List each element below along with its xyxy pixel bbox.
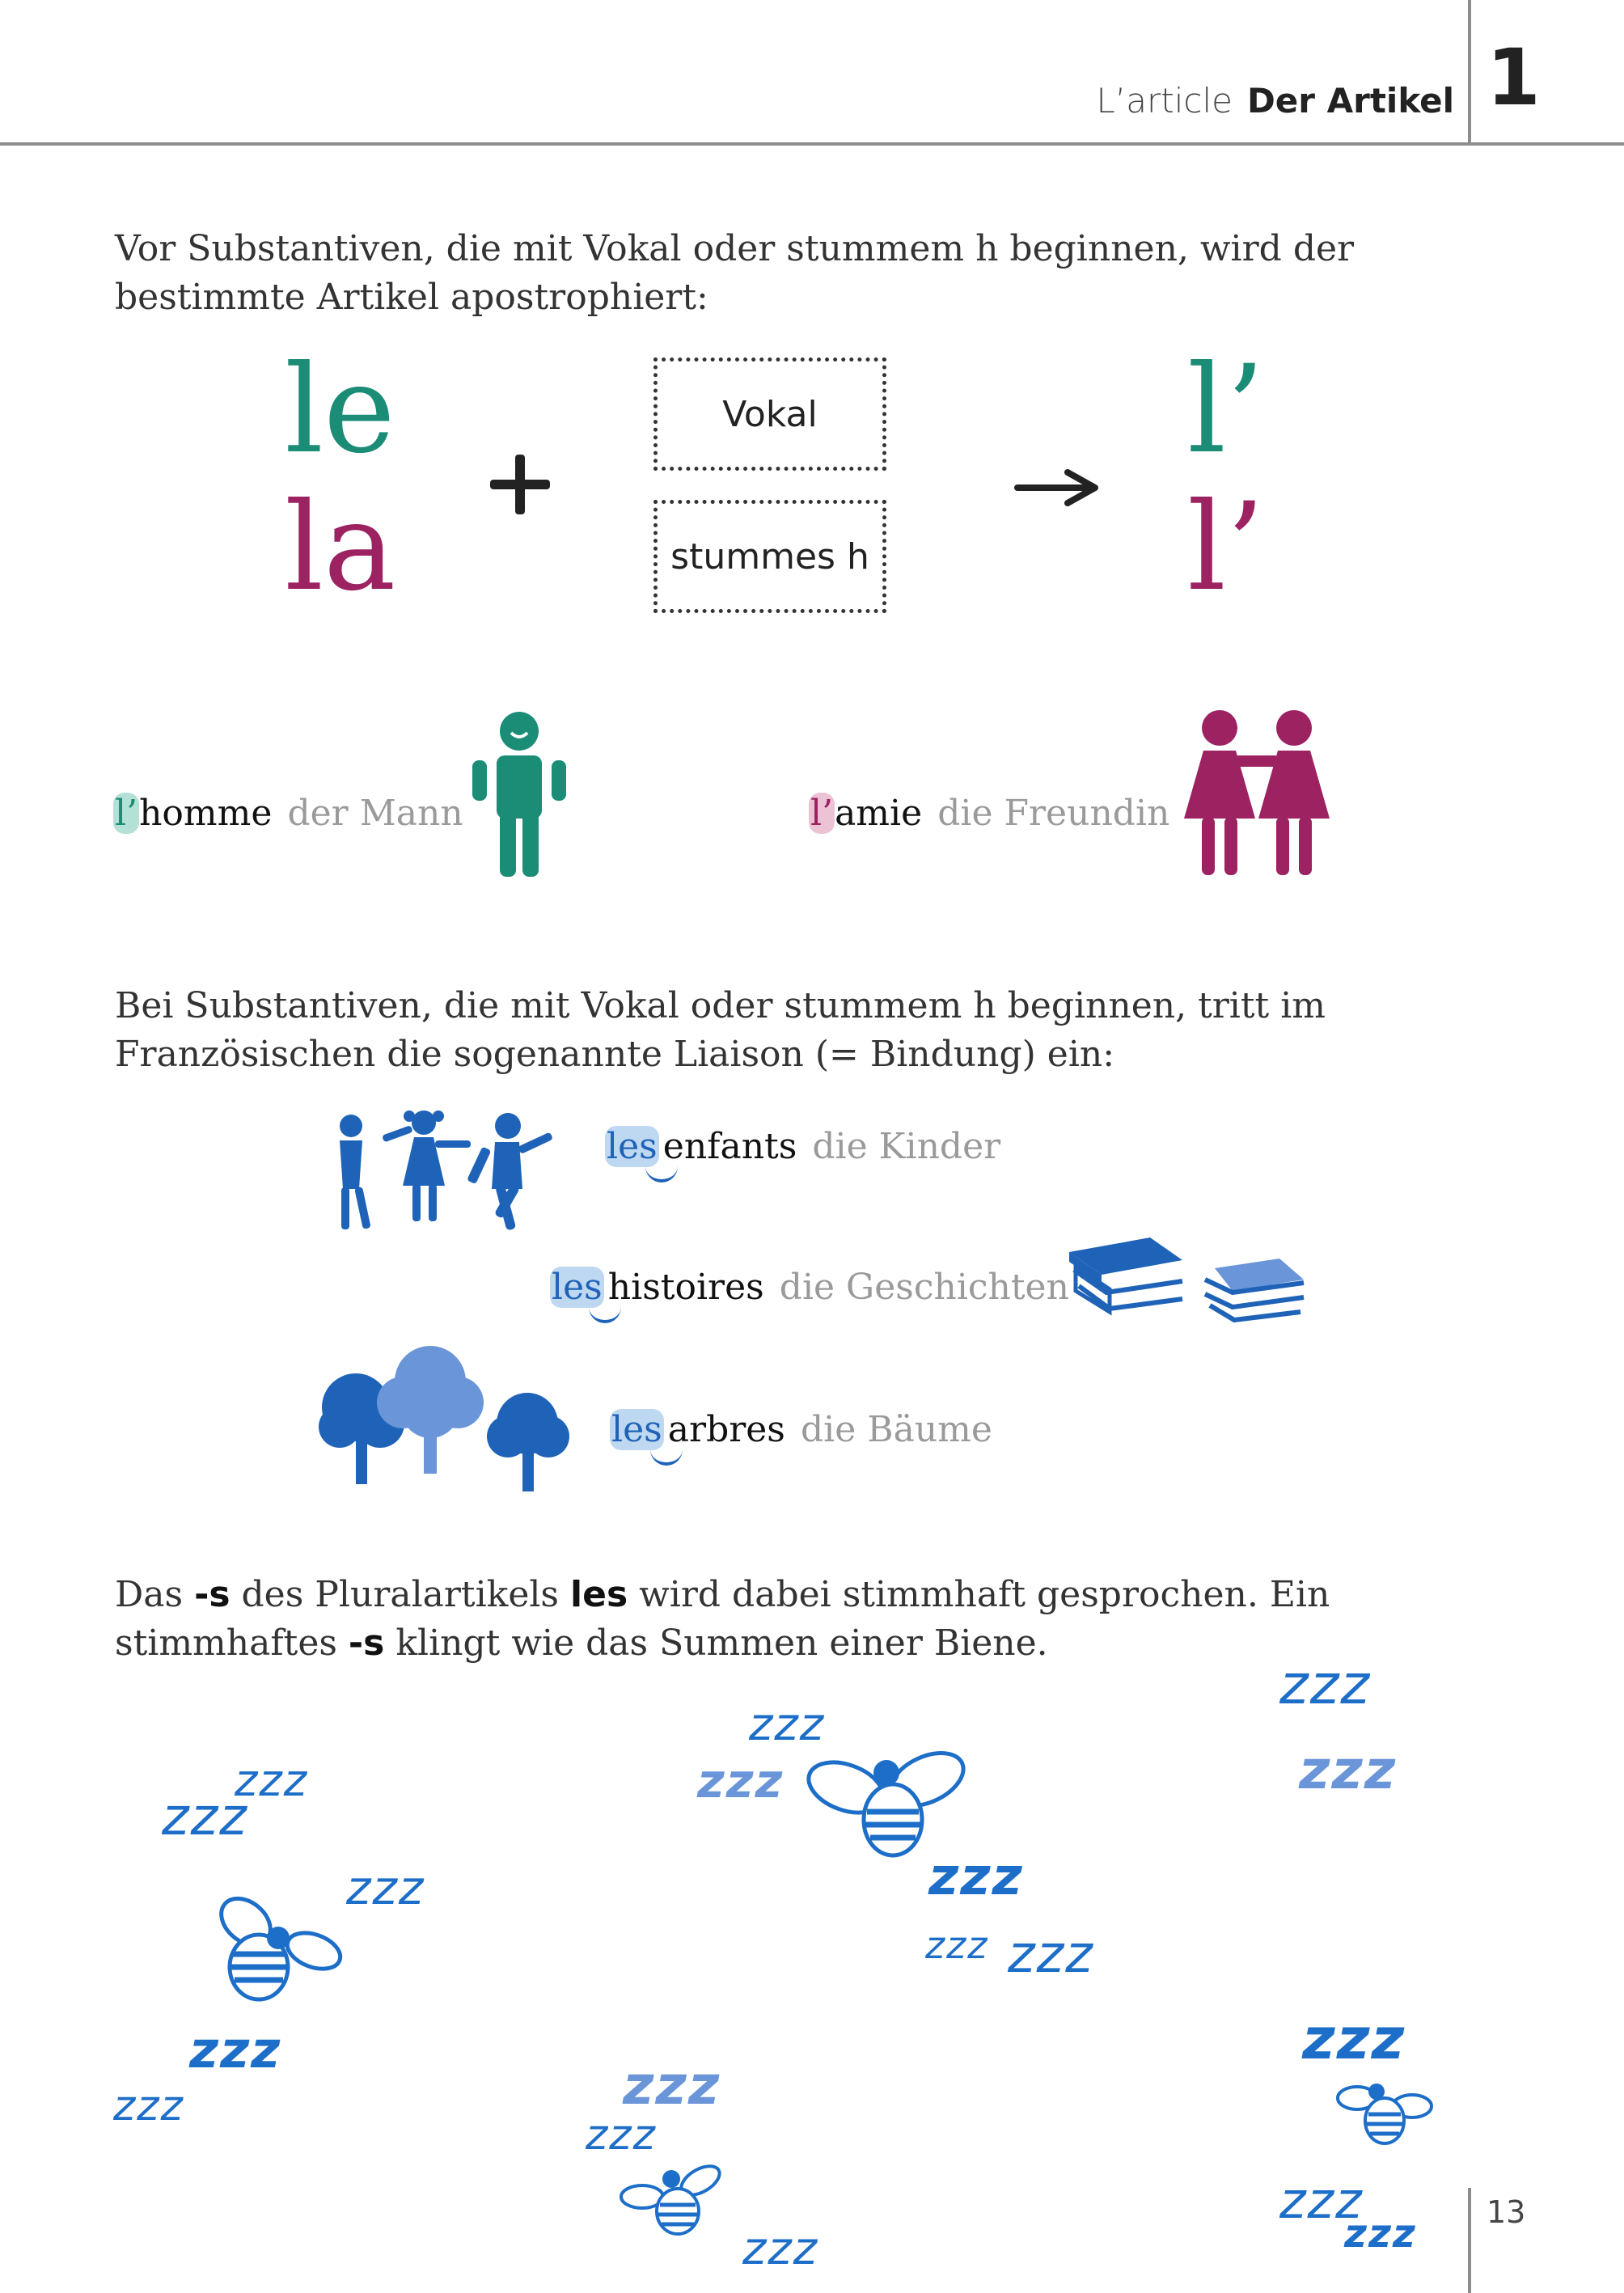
example-article: les bbox=[611, 1409, 662, 1450]
example-noun: homme bbox=[139, 793, 273, 834]
header-divider-vertical bbox=[1468, 0, 1471, 146]
zzz-mark: zzz bbox=[1344, 2211, 1417, 2257]
example-translation: die Bäume bbox=[800, 1409, 992, 1450]
emphasis-s: -s bbox=[194, 1574, 230, 1615]
bee-icon bbox=[1336, 2074, 1433, 2155]
text-segment: des Pluralartikels bbox=[230, 1574, 571, 1615]
article-le: le bbox=[285, 340, 395, 480]
zzz-mark: zzz bbox=[623, 2054, 721, 2117]
result-l-feminine: l’ bbox=[1187, 477, 1265, 618]
box-silent-h: stummes h bbox=[653, 500, 886, 613]
zzz-mark: zzz bbox=[928, 1847, 1024, 1907]
zzz-mark: zzz bbox=[1008, 1925, 1094, 1985]
example-translation: die Freundin bbox=[937, 793, 1170, 834]
bee-icon bbox=[209, 1889, 346, 2011]
zzz-mark: zzz bbox=[189, 2020, 282, 2079]
example-translation: der Mann bbox=[287, 793, 463, 834]
example-translation: die Kinder bbox=[812, 1126, 1001, 1167]
liaison-arc bbox=[645, 1166, 678, 1182]
two-women-icon bbox=[1178, 707, 1339, 877]
example-translation: die Geschichten bbox=[779, 1267, 1069, 1308]
zzz-mark: zzz bbox=[1299, 1739, 1398, 1801]
zzz-mark: zzz bbox=[749, 1699, 826, 1751]
example-article: les bbox=[552, 1267, 603, 1308]
emphasis-les: les bbox=[570, 1574, 628, 1615]
header-rule bbox=[0, 142, 1624, 146]
chapter-number: 1 bbox=[1487, 32, 1541, 123]
liaison-arc bbox=[589, 1307, 621, 1323]
liaison-paragraph: Bei Substantiven, die mit Vokal oder stummem h beginnen, tritt im Französischen die sogenannte Liaison (= Bindung) ein: bbox=[115, 985, 1326, 1075]
zzz-mark: zzz bbox=[586, 2111, 657, 2160]
example-article: l’ bbox=[810, 793, 834, 834]
intro-paragraph: Vor Substantiven, die mit Vokal oder stummem h beginnen, wird der bestimmte Artikel apostrophiert: bbox=[115, 228, 1355, 318]
emphasis-s: -s bbox=[348, 1622, 385, 1664]
box-vowel: Vokal bbox=[653, 357, 886, 471]
zzz-mark: zzz bbox=[697, 1754, 785, 1809]
page-number: 13 bbox=[1487, 2194, 1526, 2230]
books-icon bbox=[1061, 1228, 1308, 1325]
zzz-mark: zzz bbox=[1302, 2006, 1406, 2072]
example-article: les bbox=[607, 1126, 658, 1167]
man-icon bbox=[467, 709, 573, 878]
text-segment: Das bbox=[115, 1574, 195, 1615]
zzz-mark: zzz bbox=[742, 2223, 819, 2275]
page-number-divider bbox=[1468, 2188, 1471, 2293]
liaison-arc bbox=[650, 1449, 683, 1466]
section-title-german: Der Artikel bbox=[1246, 81, 1454, 121]
article-la: la bbox=[285, 477, 396, 618]
zzz-mark: zzz bbox=[113, 2082, 184, 2130]
section-title-french: L’article bbox=[1096, 81, 1233, 121]
example-noun: amie bbox=[835, 793, 923, 834]
plus-icon bbox=[490, 455, 550, 514]
result-l-masculine: l’ bbox=[1187, 340, 1265, 480]
example-arbres bbox=[610, 1409, 992, 1450]
example-enfants bbox=[605, 1126, 1000, 1167]
zzz-mark: zzz bbox=[162, 1787, 248, 1847]
zzz-mark: zzz bbox=[235, 1755, 309, 1806]
example-noun: enfants bbox=[662, 1126, 797, 1167]
zzz-mark: zzz bbox=[1279, 1653, 1372, 1717]
example-noun: arbres bbox=[667, 1409, 785, 1450]
zzz-mark: zzz bbox=[1279, 2171, 1364, 2230]
children-icon bbox=[324, 1108, 558, 1233]
bee-icon bbox=[620, 2155, 725, 2244]
example-homme bbox=[113, 793, 463, 834]
example-article: l’ bbox=[115, 793, 138, 834]
zzz-mark: zzz bbox=[346, 1860, 425, 1915]
zzz-mark: zzz bbox=[925, 1923, 989, 1967]
text-segment: wird dabei stimmhaft gesprochen. Ein stimmhaftes bbox=[115, 1574, 1330, 1664]
example-noun: histoires bbox=[607, 1267, 764, 1308]
text-segment: klingt wie das Summen einer Biene. bbox=[384, 1622, 1048, 1664]
trees-icon bbox=[315, 1343, 574, 1492]
arrow-right-icon bbox=[1014, 467, 1100, 508]
example-amie bbox=[809, 793, 1169, 834]
example-histoires bbox=[550, 1267, 1069, 1308]
